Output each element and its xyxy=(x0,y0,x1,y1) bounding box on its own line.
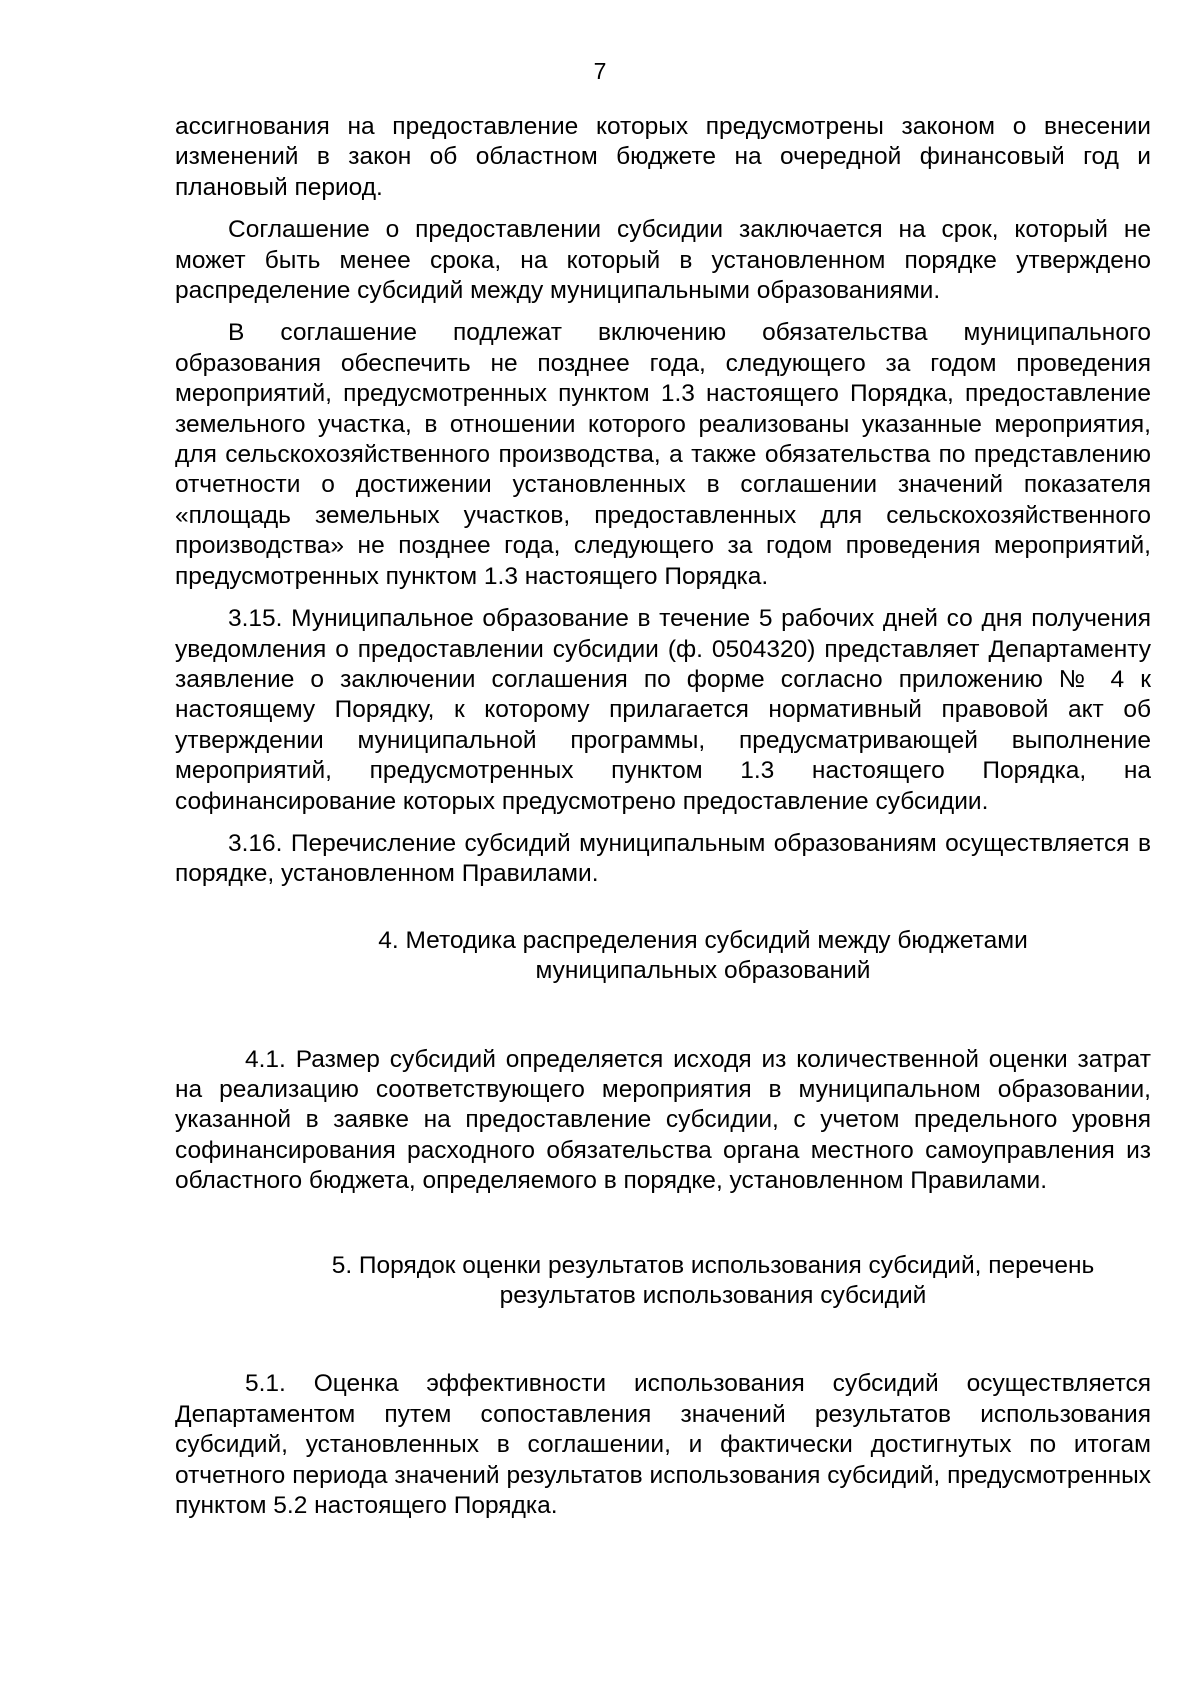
document-body xyxy=(175,112,1151,1533)
section-5-heading-line1: 5. Порядок оценки результатов использования субсидий, перечень xyxy=(331,1251,1095,1279)
section-4-heading-line2: муниципальных образований xyxy=(535,957,871,985)
paragraph-4-1: 4.1. Размер субсидий определяется исходя из количественной оценки затрат на реализацию соответствующего мероприятия в муниципальном образовании, указанной в заявке на предоставление субсидии, с учетом предельного уровня софинансирования расходного обязательства органа местного самоуправления из областного бюджета, определяемого в порядке, установленном Правилами. xyxy=(175,1045,1151,1195)
section-5-heading xyxy=(175,1251,1151,1312)
paragraph-agreement-term: Соглашение о предоставлении субсидии заключается на срок, который не может быть менее срока, на который в установленном порядке утверждено распределение субсидий между муниципальными образованиями. xyxy=(175,216,1151,305)
section-4-heading-line1: 4. Методика распределения субсидий между бюджетами xyxy=(378,926,1028,954)
page-number: 7 xyxy=(593,58,607,84)
paragraph-5-1: 5.1. Оценка эффективности использования субсидий осуществляется Департаментом путем сопоставления значений результатов использования субсидий, установленных в соглашении, и фактически достигнутых по итогам отчетного периода значений результатов использования субсидий, предусмотренных пунктом 5.2 настоящего Порядка. xyxy=(175,1370,1151,1520)
paragraph-3-16: 3.16. Перечисление субсидий муниципальным образованиям осуществляется в порядке, установленном Правилами. xyxy=(175,829,1151,888)
paragraph-3-15: 3.15. Муниципальное образование в течение 5 рабочих дней со дня получения уведомления о предоставлении субсидии (ф. 0504320) представляет Департаменту заявление о заключении соглашения по форме согласно приложению № 4 к настоящему Порядку, к которому прилагается нормативный правовой акт об утверждении муниципальной программы, предусматривающей выполнение мероприятий, предусмотренных пунктом 1.3 настоящего Порядка, на софинансирование которых предусмотрено предоставление субсидии. xyxy=(175,605,1151,815)
section-4-heading xyxy=(175,926,1151,987)
section-5-heading-line2: результатов использования субсидий xyxy=(499,1282,927,1309)
paragraph-continuation: ассигнования на предоставление которых предусмотрены законом о внесении изменений в закон об областном бюджете на очередной финансовый год и плановый период. xyxy=(175,113,1151,201)
paragraph-agreement-obligations: В соглашение подлежат включению обязательства муниципального образования обеспечить не позднее года, следующего за годом проведения мероприятий, предусмотренных пунктом 1.3 настоящего Порядка, предоставление земельного участка, в отношении которого реализованы указанные мероприятия, для сельскохозяйственного производства, а также обязательства по представлению отчетности о достижении установленных в соглашении значений показателя «площадь земельных участков, предоставленных для сельскохозяйственного производства» не позднее года, следующего за годом проведения мероприятий, предусмотренных пунктом 1.3 настоящего Порядка. xyxy=(175,319,1151,590)
